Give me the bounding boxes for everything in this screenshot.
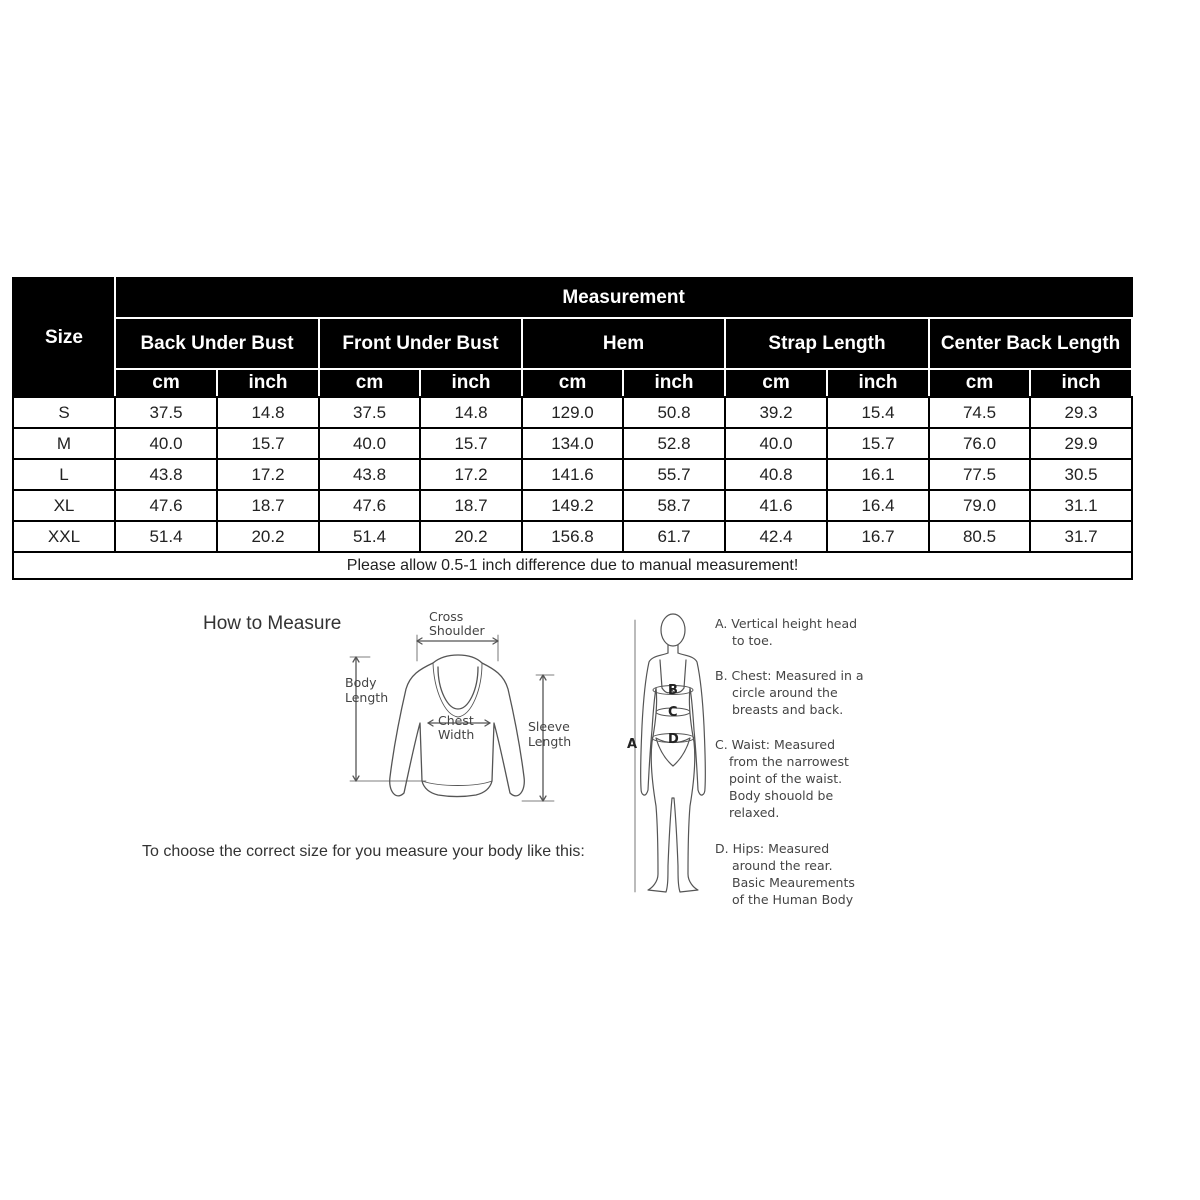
table-cell: 149.2 — [522, 490, 623, 521]
table-cell: 51.4 — [319, 521, 420, 552]
table-cell: 14.8 — [217, 397, 319, 428]
table-cell: 41.6 — [725, 490, 827, 521]
unit-header: cm — [725, 369, 827, 397]
body-length-label-1: Body — [345, 675, 377, 690]
table-cell: 18.7 — [420, 490, 522, 521]
unit-header: inch — [827, 369, 929, 397]
unit-header: cm — [319, 369, 420, 397]
unit-header: inch — [1030, 369, 1132, 397]
table-cell: 156.8 — [522, 521, 623, 552]
unit-header: inch — [623, 369, 725, 397]
table-cell: 16.4 — [827, 490, 929, 521]
table-cell: 43.8 — [319, 459, 420, 490]
table-cell: 51.4 — [115, 521, 217, 552]
table-cell: 40.0 — [115, 428, 217, 459]
table-cell: 30.5 — [1030, 459, 1132, 490]
measurement-header: Measurement — [115, 278, 1132, 318]
category-header: Strap Length — [725, 318, 929, 369]
table-cell: 39.2 — [725, 397, 827, 428]
size-column-header: Size — [13, 278, 115, 397]
size-cell: L — [13, 459, 115, 490]
table-cell: 31.1 — [1030, 490, 1132, 521]
height-letter: A — [627, 737, 638, 752]
table-cell: 20.2 — [420, 521, 522, 552]
table-cell: 37.5 — [115, 397, 217, 428]
body-length-label-2: Length — [345, 690, 389, 705]
cross-shoulder-label-2: Shoulder — [429, 623, 485, 638]
table-cell: 58.7 — [623, 490, 725, 521]
table-cell: 18.7 — [217, 490, 319, 521]
table-cell: 50.8 — [623, 397, 725, 428]
chest-width-label-2: Width — [438, 727, 475, 742]
category-header: Front Under Bust — [319, 318, 522, 369]
table-cell: 31.7 — [1030, 521, 1132, 552]
table-row — [13, 397, 1132, 428]
chest-width-label-1: Chest — [438, 713, 474, 728]
size-cell: XXL — [13, 521, 115, 552]
note-hips: D. Hips: Measured around the rear. Basic Meaurements of the Human Body — [715, 841, 855, 907]
table-cell: 40.0 — [319, 428, 420, 459]
table-cell: 80.5 — [929, 521, 1030, 552]
table-cell: 17.2 — [217, 459, 319, 490]
table-cell: 29.3 — [1030, 397, 1132, 428]
note-waist: C. Waist: Measured from the narrowest point of the waist. Body shouold be relaxed. — [715, 737, 849, 820]
waist-letter: C — [668, 705, 678, 720]
category-header: Back Under Bust — [115, 318, 319, 369]
table-cell: 15.4 — [827, 397, 929, 428]
table-cell: 43.8 — [115, 459, 217, 490]
unit-header: cm — [929, 369, 1030, 397]
table-cell: 15.7 — [827, 428, 929, 459]
hips-letter: D — [668, 732, 679, 747]
table-cell: 14.8 — [420, 397, 522, 428]
table-cell: 134.0 — [522, 428, 623, 459]
table-cell: 17.2 — [420, 459, 522, 490]
table-cell: 55.7 — [623, 459, 725, 490]
size-cell: M — [13, 428, 115, 459]
table-cell: 52.8 — [623, 428, 725, 459]
table-cell: 76.0 — [929, 428, 1030, 459]
table-cell: 77.5 — [929, 459, 1030, 490]
table-cell: 16.1 — [827, 459, 929, 490]
shirt-measure-diagram — [340, 605, 580, 805]
cross-shoulder-label-1: Cross — [429, 609, 464, 624]
how-to-measure-title: How to Measure — [203, 613, 342, 634]
table-row — [13, 521, 1132, 552]
size-cell: S — [13, 397, 115, 428]
note-vertical-height: A. Vertical height head to toe. — [715, 616, 858, 648]
table-cell: 47.6 — [115, 490, 217, 521]
table-row — [13, 428, 1132, 459]
unit-header: inch — [420, 369, 522, 397]
table-cell: 29.9 — [1030, 428, 1132, 459]
table-cell: 16.7 — [827, 521, 929, 552]
table-cell: 15.7 — [420, 428, 522, 459]
category-header: Center Back Length — [929, 318, 1132, 369]
table-cell: 20.2 — [217, 521, 319, 552]
size-cell: XL — [13, 490, 115, 521]
table-cell: 15.7 — [217, 428, 319, 459]
unit-header: cm — [115, 369, 217, 397]
table-cell: 47.6 — [319, 490, 420, 521]
table-cell: 40.8 — [725, 459, 827, 490]
measurement-note: Please allow 0.5-1 inch difference due to manual measurement! — [13, 552, 1132, 579]
choose-size-instruction: To choose the correct size for you measure your body like this: — [142, 843, 585, 860]
unit-header: cm — [522, 369, 623, 397]
category-header: Hem — [522, 318, 725, 369]
note-row — [13, 552, 1132, 579]
table-cell: 141.6 — [522, 459, 623, 490]
table-cell: 40.0 — [725, 428, 827, 459]
table-cell: 79.0 — [929, 490, 1030, 521]
sleeve-length-label-1: Sleeve — [528, 719, 570, 734]
note-chest: B. Chest: Measured in a circle around the breasts and back. — [715, 668, 864, 717]
table-cell: 42.4 — [725, 521, 827, 552]
unit-header: inch — [217, 369, 319, 397]
sleeve-length-label-2: Length — [528, 734, 572, 749]
table-cell: 74.5 — [929, 397, 1030, 428]
chest-letter: B — [668, 683, 678, 698]
table-cell: 37.5 — [319, 397, 420, 428]
table-row — [13, 459, 1132, 490]
size-chart-table — [12, 277, 1133, 580]
body-measure-diagram — [622, 610, 712, 900]
table-row — [13, 490, 1132, 521]
table-cell: 129.0 — [522, 397, 623, 428]
table-cell: 61.7 — [623, 521, 725, 552]
